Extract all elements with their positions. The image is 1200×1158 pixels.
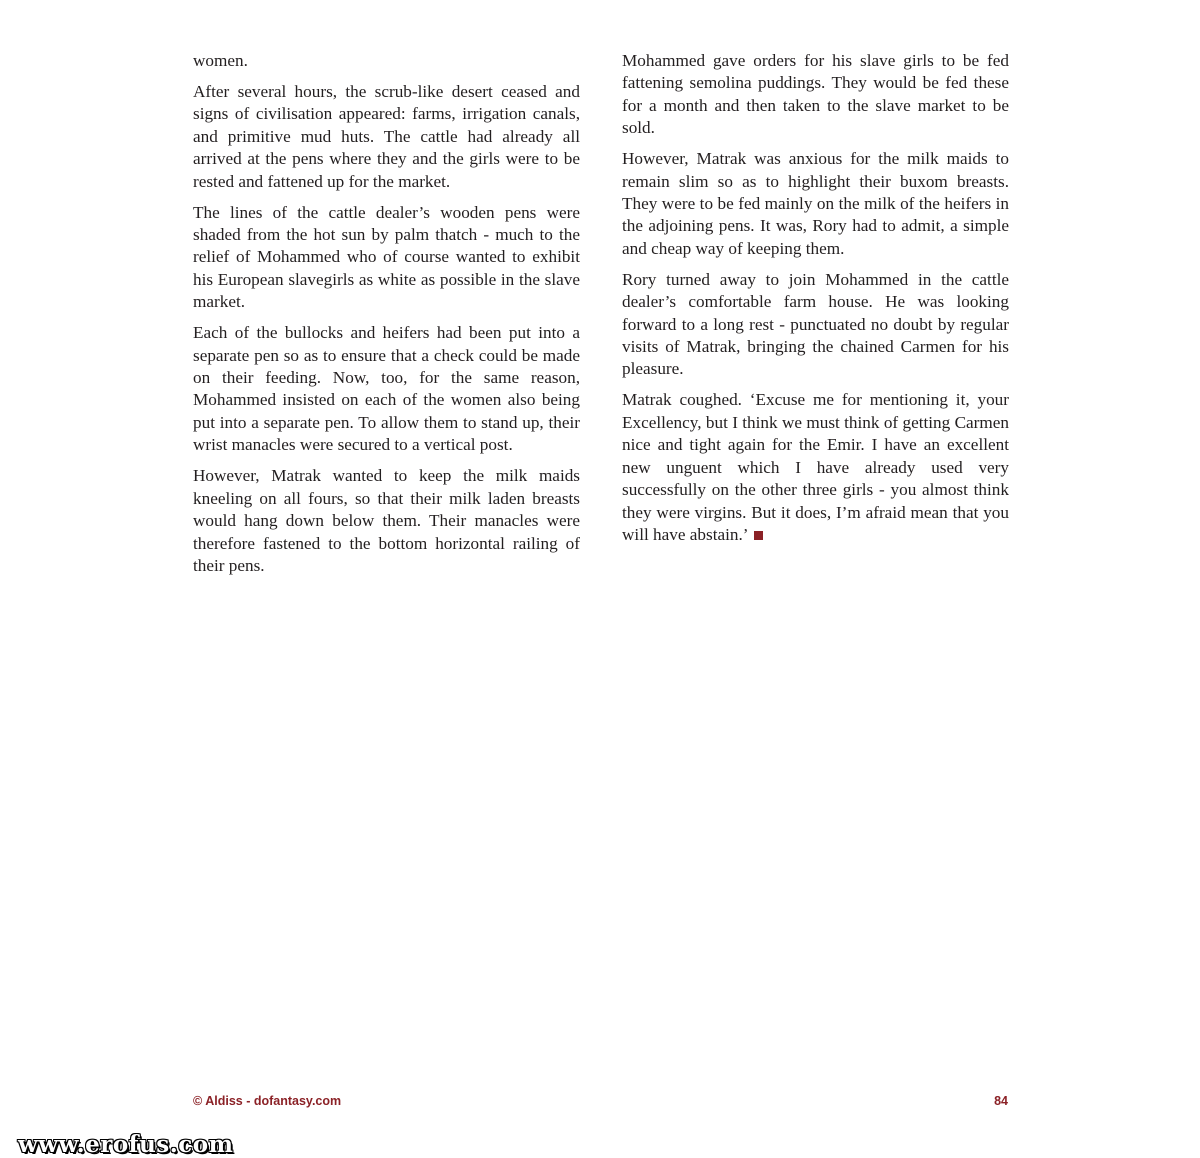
page-number: 84: [994, 1094, 1008, 1108]
right-text-column: [622, 50, 1009, 555]
end-of-story-mark: [754, 531, 763, 540]
paragraph-text: Matrak coughed. ‘Excuse me for mentioning it, your Excellency, but I think we must think of getting Carmen nice and tight again for the Emir. I have an excellent new unguent which I have already used very successfully on the other three girls - you almost think they were virgins. But it does, I’m afraid mean that you will have abstain.’: [622, 390, 1009, 544]
footer-copyright: © Aldiss - dofantasy.com: [193, 1094, 342, 1108]
paragraph: women.: [193, 51, 248, 70]
paragraph: Each of the bullocks and heifers had been put into a separate pen so as to ensure that a check could be made on their feeding. Now, too, for the same reason, Mohammed insisted on each of the women also being put into a separate pen. To allow them to stand up, their wrist manacles were secured to a vertical post.: [193, 323, 580, 455]
left-text-column: [193, 50, 580, 586]
last-paragraph: [622, 389, 1009, 546]
paragraph: However, Matrak wanted to keep the milk maids kneeling on all fours, so that their milk laden breasts would hang down below them. Their manacles were therefore fastened to the bottom horizontal railing of their pens.: [193, 466, 580, 575]
paragraph: Rory turned away to join Mohammed in the cattle dealer’s comfortable farm house. He was looking forward to a long rest - punctuated no doubt by regular visits of Matrak, bringing the chained Carmen for his pleasure.: [622, 269, 1009, 379]
site-watermark: www.erofus.com: [18, 1131, 234, 1158]
paragraph: After several hours, the scrub-like desert ceased and signs of civilisation appeared: farms, irrigation canals, and primitive mud huts. The cattle had already all arrived at the pens where they and the girls were to be rested and fattened up for the market.: [193, 82, 580, 191]
paragraph: The lines of the cattle dealer’s wooden pens were shaded from the hot sun by palm thatch - much to the relief of Mohammed who of course wanted to exhibit his European slavegirls as white as possible in the slave market.: [193, 202, 580, 312]
paragraph: Mohammed gave orders for his slave girls to be fed fattening semolina puddings. They would be fed these for a month and then taken to the slave market to be sold.: [622, 51, 1009, 138]
paragraph: However, Matrak was anxious for the milk maids to remain slim so as to highlight their buxom breasts. They were to be fed mainly on the milk of the heifers in the adjoining pens. It was, Rory had to admit, a simple and cheap way of keeping them.: [622, 149, 1009, 258]
